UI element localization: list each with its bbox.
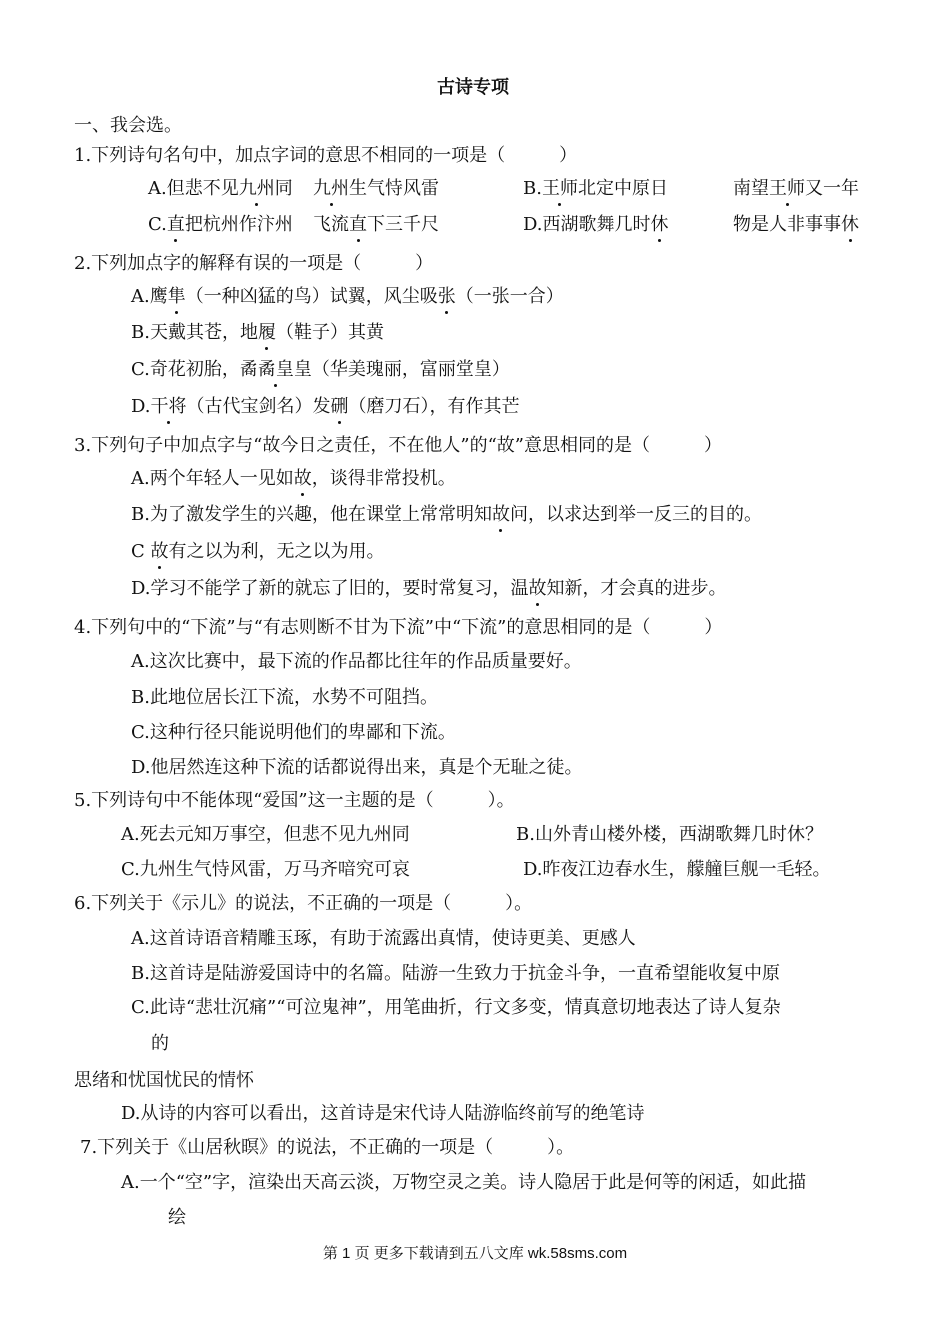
q5-option-a: A.死去元知万事空，但悲不见九州同: [121, 824, 410, 845]
q1-option-a-second: 九州生气恃风雷: [313, 178, 439, 199]
q3-option-c: C 故有之以为利，无之以为用。: [131, 541, 385, 562]
q7-option-a-line1: A.一个“空”字，渲染出天高云淡，万物空灵之美。诗人隐居于此是何等的闲适，如此描: [121, 1172, 807, 1193]
q1-option-c: C.直把杭州作汴州: [148, 214, 293, 235]
q2-option-d: D.干将（古代宝剑名）发硎（磨刀石），有作其芒: [131, 396, 520, 417]
q2-option-b: B.天戴其苍，地履（鞋子）其黄: [131, 322, 384, 343]
q5-option-b: B.山外青山楼外楼，西湖歌舞几时休？: [516, 824, 823, 845]
question-6-stem: 6.下列关于《示儿》的说法，不正确的一项是（ ）。: [74, 893, 533, 914]
q4-option-d: D.他居然连这种下流的话都说得出来，真是个无耻之徒。: [131, 757, 583, 778]
section-heading: 一、我会选。: [74, 115, 182, 136]
q1-option-d-second: 物是人非事事休: [733, 214, 859, 235]
question-4-stem: 4.下列句中的“下流”与“有志则断不甘为下流”中“下流”的意思相同的是（ ）: [74, 617, 723, 638]
q6-option-d: D.从诗的内容可以看出，这首诗是宋代诗人陆游临终前写的绝笔诗: [121, 1103, 645, 1124]
question-2-stem: 2.下列加点字的解释有误的一项是（ ）: [74, 253, 434, 274]
q5-option-c: C.九州生气恃风雷，万马齐喑究可哀: [121, 859, 410, 880]
question-3-stem: 3.下列句子中加点字与“故今日之责任，不在他人”的“故”意思相同的是（ ）: [74, 435, 722, 456]
q1-option-b-second: 南望王师又一年: [733, 178, 859, 199]
question-5-stem: 5.下列诗句中不能体现“爱国”这一主题的是（ ）。: [74, 790, 515, 811]
q4-option-b: B.此地位居长江下流，水势不可阻挡。: [131, 687, 438, 708]
q2-option-a: A.鹰隼（一种凶猛的鸟）试翼，风尘吸张（一张一合）: [131, 286, 564, 307]
q3-option-b: B.为了激发学生的兴趣，他在课堂上常常明知故问，以求达到举一反三的目的。: [131, 504, 762, 525]
question-7-stem: 7.下列关于《山居秋暝》的说法，不正确的一项是（ ）。: [80, 1137, 575, 1158]
question-1-stem: 1.下列诗句名句中，加点字词的意思不相同的一项是（ ）: [74, 145, 578, 166]
q3-option-a: A.两个年轻人一见如故，谈得非常投机。: [131, 468, 456, 489]
q7-option-a-line2: 绘: [168, 1207, 186, 1228]
q6-option-c-line2: 的: [151, 1033, 169, 1054]
q4-option-a: A.这次比赛中，最下流的作品都比往年的作品质量要好。: [131, 651, 582, 672]
q6-option-b: B.这首诗是陆游爱国诗中的名篇。陆游一生致力于抗金斗争，一直希望能收复中原: [131, 963, 780, 984]
q1-option-b: B.王师北定中原日: [523, 178, 668, 199]
q1-option-a: A.但悲不见九州同: [148, 178, 293, 199]
q2-option-c: C.奇花初胎，矞矞皇皇（华美瑰丽，富丽堂皇）: [131, 359, 510, 380]
q6-option-c-line3: 思绪和忧国忧民的情怀: [74, 1070, 254, 1091]
page-title: 古诗专项: [437, 77, 509, 98]
page-footer: 第 1 页 更多下载请到五八文库 wk.58sms.com: [322, 1245, 628, 1262]
q1-option-c-second: 飞流直下三千尺: [313, 214, 439, 235]
q3-option-d: D.学习不能学了新的就忘了旧的，要时常复习，温故知新，才会真的进步。: [131, 578, 727, 599]
q4-option-c: C.这种行径只能说明他们的卑鄙和下流。: [131, 722, 456, 743]
q1-option-d: D.西湖歌舞几时休: [523, 214, 669, 235]
q5-option-d: D.昨夜江边春水生，艨艟巨舰一毛轻。: [523, 859, 831, 880]
q6-option-a: A.这首诗语音精雕玉琢，有助于流露出真情，使诗更美、更感人: [131, 928, 636, 949]
q6-option-c-line1: C.此诗“悲壮沉痛”“可泣鬼神”，用笔曲折，行文多变，情真意切地表达了诗人复杂: [131, 997, 781, 1018]
